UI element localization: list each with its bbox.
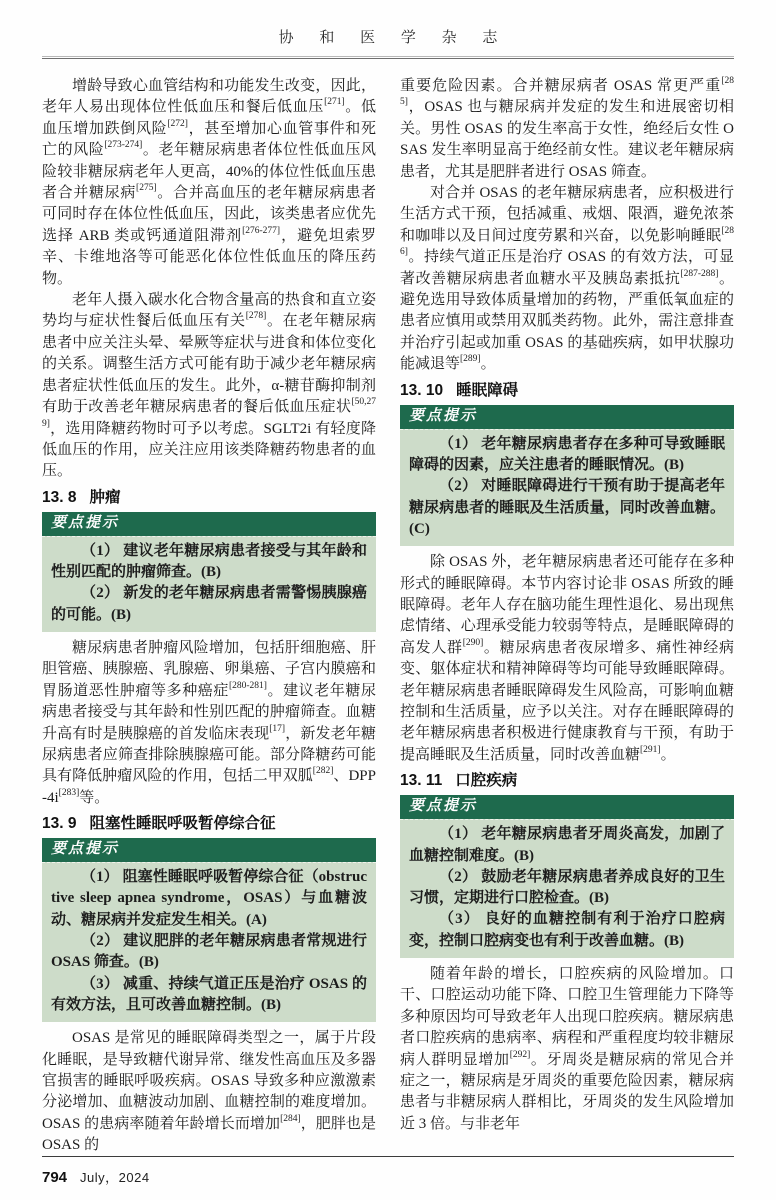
- keypoints-box-osas: [42, 838, 376, 1022]
- section-heading-13-10: [400, 380, 734, 402]
- paragraph-postprandial-hypotension: 老年人摄入碳水化合物含量高的热食和直立姿势均与症状性餐后低血压有关[278]。在老年糖尿病患者中应关注头晕、晕厥等症状与进食和体位变化的关系。调整生活方式可能有助于减少老年糖尿病患者症状性低血压的发生。此外，α-糖苷酶抑制剂有助于改善老年糖尿病患者的餐后低血压症状[50,279]，选用降糖药物时可予以考虑。SGLT2i 有轻度降低血压的作用，应关注应用该类降糖药物患者的血压。: [42, 292, 376, 480]
- keypoint-item: （1） 建议老年糖尿病患者接受与其年龄和性别匹配的肿瘤筛查。(B): [51, 542, 367, 581]
- section-heading-13-11: [400, 770, 734, 792]
- header-divider: [42, 56, 734, 59]
- keypoint-item: （1） 老年糖尿病患者牙周炎高发，加剧了血糖控制难度。(B): [409, 826, 725, 864]
- keypoints-body: [42, 862, 376, 1022]
- keypoints-header: 要点提示: [400, 405, 734, 429]
- paragraph-tumor-risk: 糖尿病患者肿瘤风险增加，包括肝细胞癌、肝胆管癌、胰腺癌、乳腺癌、卵巢癌、子宫内膜癌和胃肠道恶性肿瘤等多种癌症[280-281]。建议老年糖尿病患者接受与其年龄和性别匹配的肿瘤筛查。血糖升高有时是胰腺癌的首发临床表现[17]，新发老年糖尿病患者应筛查排除胰腺癌可能。部分降糖药可能具有降低肿瘤风险的作用，包括二甲双胍[282]、DPP-4i[283]等。: [42, 639, 376, 806]
- keypoint-item: （3） 减重、持续气道正压是治疗 OSAS 的有效方法，且可改善血糖控制。(B): [51, 975, 367, 1013]
- keypoint-item: （2） 新发的老年糖尿病患者需警惕胰腺癌的可能。(B): [51, 585, 367, 623]
- paragraph-sleep-disorder: 除 OSAS 外，老年糖尿病患者还可能存在多种形式的睡眠障碍。本节内容讨论非 OSAS 所致的睡眠障碍。老年人存在脑功能生理性退化、易出现焦虑情绪、心理承受能力较弱等特点，是睡眠障碍的高发人群[290]。糖尿病患者夜尿增多、痛性神经病变、躯体症状和精神障碍等均可能导致睡眠障碍。老年糖尿病患者睡眠障碍发生风险高，可影响血糖控制和生活质量，应予以关注。对存在睡眠障碍的老年糖尿病患者积极进行健康教育与干预，有助于提高睡眠及生活质量，同时改善血糖[291]。: [400, 554, 734, 763]
- section-title: 睡眠障碍: [456, 381, 519, 399]
- keypoint-item: （3） 良好的血糖控制有利于治疗口腔病变，控制口腔病变也有利于改善血糖。(B): [409, 911, 725, 949]
- paragraph-orthostatic-hypotension: 增龄导致心血管结构和功能发生改变，因此，老年人易出现体位性低血压和餐后低血压[271]。低血压增加跌倒风险[272]，甚至增加心血管事件和死亡的风险[273-274]。老年糖尿病患者体位性低血压风险较非糖尿病老年人更高，40%的体位性低血压患者合并糖尿病[275]。合并高血压的老年糖尿病患者可同时存在体位性低血压，因此，该类患者应优先选择 ARB 类或钙通道阻滞剂[276-277]，避免坦索罗辛、卡维地洛等可能恶化体位性低血压的降压药物。: [42, 78, 376, 287]
- page-number: 794: [42, 1169, 68, 1186]
- keypoints-box-tumor: [42, 512, 376, 632]
- section-number: 13. 8: [42, 488, 77, 506]
- section-number: 13. 10: [400, 381, 444, 399]
- keypoints-box-oral-disease: [400, 795, 734, 958]
- section-title: 阻塞性睡眠呼吸暂停综合征: [89, 815, 276, 833]
- paragraph-osas-continued: 重要危险因素。合并糖尿病者 OSAS 常更严重[285]，OSAS 也与糖尿病并发症的发生和进展密切相关。男性 OSAS 的发生率高于女性，绝经后女性 OSAS 发生率明显高于绝经前女性。建议老年糖尿病患者，尤其是肥胖者进行 OSAS 筛查。: [400, 76, 734, 180]
- paragraph-oral-disease: 随着年龄的增长，口腔疾病的风险增加。口干、口腔运动功能下降、口腔卫生管理能力下降等多种原因均可导致老年人出现口腔疾病。糖尿病患者口腔疾病的患病率、病程和严重程度均较非糖尿病人群明显增加[292]。牙周炎是糖尿病的常见合并症之一，糖尿病是牙周炎的重要危险因素，糖尿病患者与非糖尿病人群相比，牙周炎的发生风险增加近 3 倍。与非老年: [400, 966, 734, 1132]
- right-column: [400, 76, 734, 1157]
- keypoints-header: 要点提示: [42, 838, 376, 862]
- section-number: 13. 9: [42, 815, 77, 833]
- keypoint-item: （2） 对睡眠障碍进行干预有助于提高老年糖尿病患者的睡眠及生活质量，同时改善血糖。(C): [409, 478, 725, 537]
- section-title: 肿瘤: [89, 488, 121, 506]
- section-heading-13-8: [42, 487, 376, 509]
- section-title: 口腔疾病: [455, 772, 518, 790]
- keypoint-item: （1） 老年糖尿病患者存在多种可导致睡眠障碍的因素，应关注患者的睡眠情况。(B): [409, 435, 725, 473]
- keypoints-header: 要点提示: [400, 795, 734, 819]
- paragraph-osas-management: 对合并 OSAS 的老年糖尿病患者，应积极进行生活方式干预，包括减重、戒烟、限酒，避免浓茶和咖啡以及日间过度劳累和兴奋，以免影响睡眠[286]。持续气道正压是治疗 OSAS 的有效方法，可显著改善糖尿病患者血糖水平及胰岛素抵抗[287-288]。避免选用导致体质量增加的药物，严重低氧血症的患者应慎用或禁用双胍类药物。此外，需注意排查并治疗引起或加重 OSAS 的基础疾病，如甲状腺功能减退等[289]。: [400, 185, 734, 373]
- section-heading-13-9: [42, 813, 376, 835]
- keypoint-item: （2） 建议肥胖的老年糖尿病患者常规进行 OSAS 筛查。(B): [51, 933, 367, 971]
- keypoint-item: （1） 阻塞性睡眠呼吸暂停综合征（obstructive sleep apnea syndrome，OSAS）与血糖波动、糖尿病并发症发生相关。(A): [51, 869, 367, 928]
- keypoint-item: （2） 鼓励老年糖尿病患者养成良好的卫生习惯，定期进行口腔检查。(B): [409, 868, 725, 907]
- keypoints-body: [42, 536, 376, 632]
- keypoints-header: 要点提示: [42, 512, 376, 536]
- issue-date: July，2024: [80, 1170, 150, 1185]
- page-footer: [42, 1156, 734, 1186]
- paragraph-osas-overview: OSAS 是常见的睡眠障碍类型之一，属于片段化睡眠，是导致糖代谢异常、继发性高血压及多器官损害的睡眠呼吸疾病。OSAS 导致多种应激激素分泌增加、血糖波动加剧、血糖控制的难度增加。OSAS 的患病率随着年龄增长而增加[284]，肥胖也是 OSAS 的: [42, 1030, 376, 1154]
- left-column: [42, 76, 376, 1157]
- journal-title: 协 和 医 学 杂 志: [278, 30, 509, 46]
- keypoints-body: [400, 429, 734, 546]
- section-number: 13. 11: [400, 772, 443, 790]
- two-column-body: [42, 76, 734, 1157]
- keypoints-box-sleep-disorder: [400, 405, 734, 546]
- keypoints-body: [400, 819, 734, 958]
